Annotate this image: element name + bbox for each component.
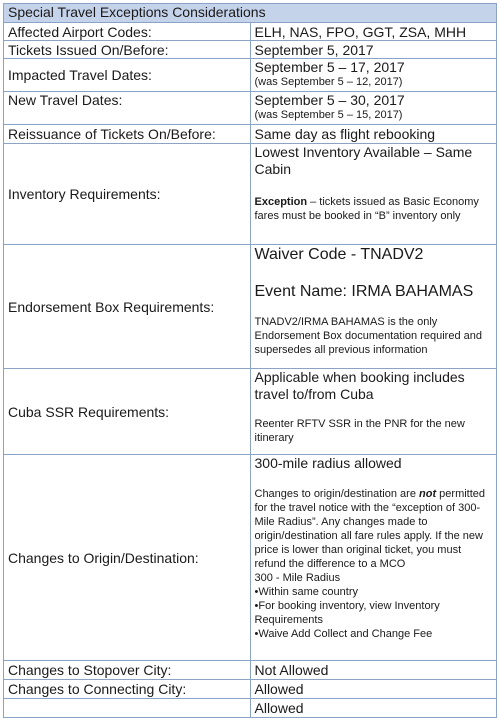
table-row [4, 23, 497, 41]
row-note: TNADV2/IRMA BAHAMAS is the only Endorsement Box documentation required and supersedes all previous information [254, 316, 482, 356]
row-label: Changes to Origin/Destination: [4, 455, 251, 661]
row-label: Cuba SSR Requirements: [4, 369, 251, 455]
table-row [4, 59, 497, 92]
row-label: Affected Airport Codes: [4, 23, 251, 41]
row-value: Applicable when booking includes travel to/from Cuba [254, 369, 465, 402]
table-row [4, 92, 497, 125]
exceptions-table [3, 3, 497, 718]
row-value: ELH, NAS, FPO, GGT, ZSA, MHH [250, 23, 497, 41]
row-value: September 5 – 17, 2017 [254, 59, 405, 75]
table-row [4, 369, 497, 455]
exception-label: Exception [254, 196, 308, 208]
row-note [255, 195, 493, 223]
row-label: Reissuance of Tickets On/Before: [4, 125, 251, 144]
row-note: (was September 5 – 15, 2017) [254, 109, 403, 121]
not-emphasis: not [419, 488, 437, 500]
row-value: Not Allowed [250, 661, 497, 680]
table-row [4, 661, 497, 680]
table-row [4, 144, 497, 245]
row-value-cell [250, 59, 497, 92]
list-item: • Waive Add Collect and Change Fee [255, 627, 493, 641]
row-value: Allowed [250, 680, 497, 699]
row-label: Inventory Requirements: [4, 144, 251, 245]
table-row [4, 699, 497, 718]
list-item: • For booking inventory, view Inventory Requirements [255, 599, 493, 627]
list-item: • Within same country [255, 585, 493, 599]
table-header-row [4, 4, 497, 23]
row-value: September 5 – 30, 2017 [254, 92, 405, 108]
row-label [4, 699, 251, 718]
table-row [4, 245, 497, 369]
row-value-cell [250, 144, 497, 245]
table-row [4, 125, 497, 144]
row-value: Lowest Inventory Available – Same Cabin [254, 144, 473, 177]
waiver-code: Waiver Code - TNADV2 [254, 246, 424, 263]
row-label: Changes to Stopover City: [4, 661, 251, 680]
row-note: Reenter RFTV SSR in the PNR for the new itinerary [254, 418, 465, 444]
row-value: Allowed [250, 699, 497, 718]
table-title: Special Travel Exceptions Considerations [4, 4, 497, 23]
radius-title: 300 - Mile Radius [254, 572, 341, 584]
origin-rules: Changes to origin/destination are not permitted for the travel notice with the “exception of 300-Mile Radius”. Any changes made to origin/destination all fare rules apply. If the new price is lower than original ticket, you must refund the difference to a MCO [254, 488, 486, 570]
table-row [4, 41, 497, 59]
row-label: Tickets Issued On/Before: [4, 41, 251, 59]
row-label: Endorsement Box Requirements: [4, 245, 251, 369]
event-name: Event Name: IRMA BAHAMAS [254, 283, 474, 300]
row-label: Changes to Connecting City: [4, 680, 251, 699]
row-value: September 5, 2017 [250, 41, 497, 59]
row-label: Impacted Travel Dates: [4, 59, 251, 92]
table-row [4, 680, 497, 699]
row-value: 300-mile radius allowed [254, 455, 402, 471]
row-note: (was September 5 – 12, 2017) [254, 76, 403, 88]
row-value-cell [250, 369, 497, 455]
row-value-cell [250, 455, 497, 661]
row-value-cell [250, 92, 497, 125]
table-row [4, 455, 497, 661]
row-label: New Travel Dates: [4, 92, 251, 125]
row-value-cell [250, 245, 497, 369]
exception-text: – tickets issued as Basic Economy fares must be booked in “B” inventory only [254, 196, 479, 222]
row-value: Same day as flight rebooking [250, 125, 497, 144]
